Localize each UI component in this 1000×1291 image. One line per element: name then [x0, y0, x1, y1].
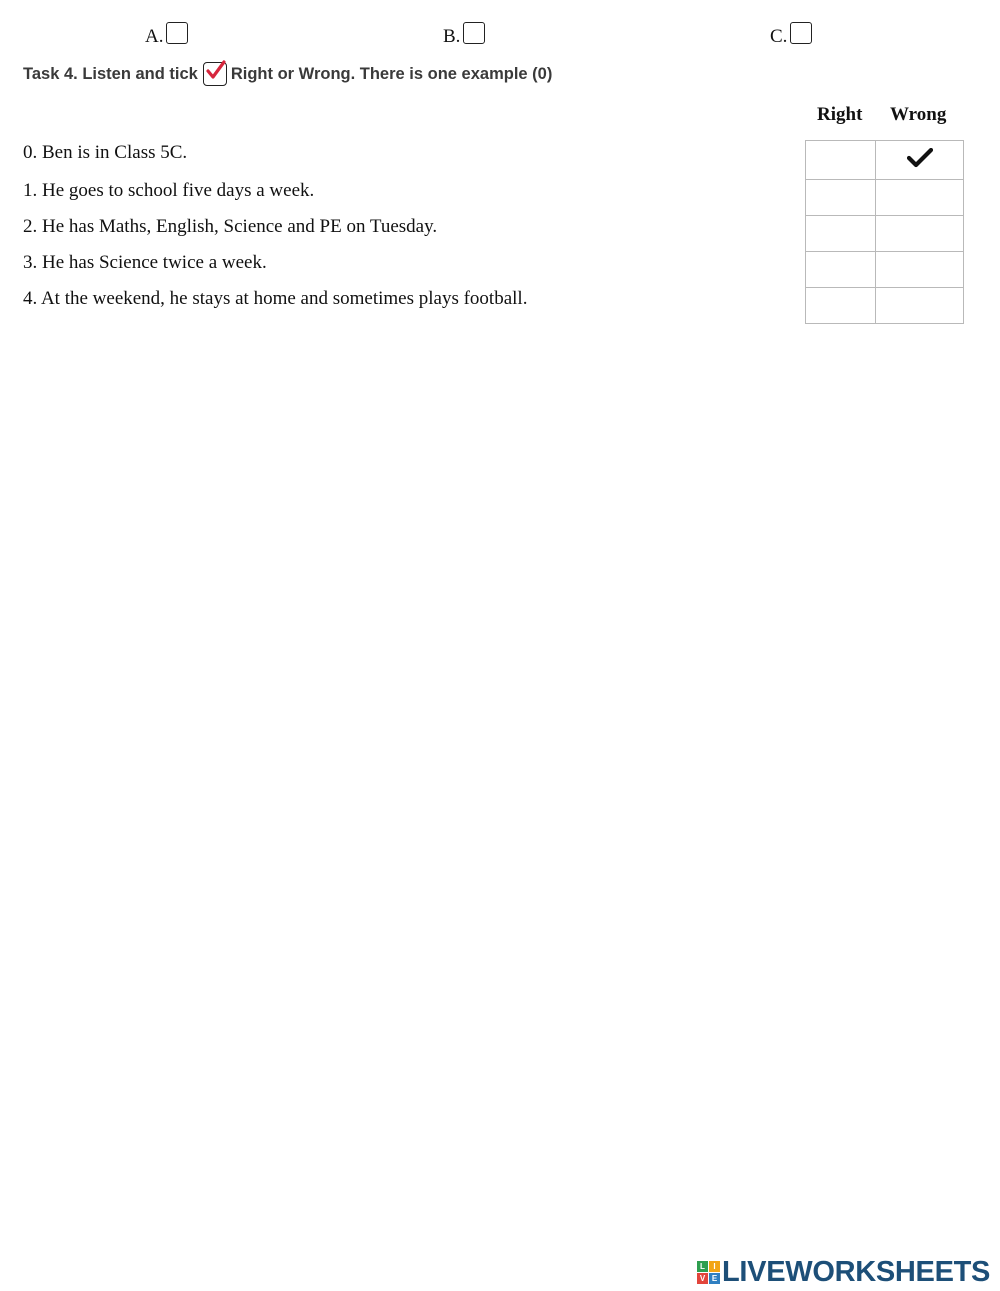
answer-cell-0-right[interactable] [806, 141, 876, 180]
option-b-checkbox[interactable] [463, 22, 485, 44]
statement-2: 2. He has Maths, English, Science and PE on Tuesday. [23, 216, 438, 237]
answer-cell-2-right[interactable] [806, 216, 876, 252]
answer-grid [805, 140, 964, 324]
logo-mark-icon [697, 1261, 720, 1284]
answer-cell-4-wrong[interactable] [876, 288, 964, 324]
column-header-wrong: Wrong [890, 104, 947, 125]
answer-cell-1-wrong[interactable] [876, 180, 964, 216]
logo-letter: E [709, 1273, 720, 1284]
answer-row [806, 180, 964, 216]
answer-row [806, 288, 964, 324]
option-b-label: B. [443, 26, 461, 47]
checkmark-icon [907, 148, 933, 168]
statement-0: 0. Ben is in Class 5C. [23, 142, 188, 163]
statement-3: 3. He has Science twice a week. [23, 252, 267, 273]
option-b [443, 22, 485, 48]
logo-letter: L [697, 1261, 708, 1272]
task-title-start: Task 4. Listen and tick [23, 64, 198, 83]
column-header-right: Right [817, 104, 863, 125]
option-c [770, 22, 812, 48]
tick-example-icon [203, 62, 227, 86]
liveworksheets-logo [697, 1256, 990, 1289]
answer-cell-3-wrong[interactable] [876, 252, 964, 288]
answer-cell-2-wrong[interactable] [876, 216, 964, 252]
answer-row [806, 252, 964, 288]
option-a-label: A. [145, 26, 164, 47]
task-title [23, 62, 552, 86]
answer-cell-0-wrong[interactable] [876, 141, 964, 180]
option-c-label: C. [770, 26, 788, 47]
answer-row [806, 216, 964, 252]
logo-letter: V [697, 1273, 708, 1284]
task-title-end: Right or Wrong. There is one example (0) [230, 64, 553, 83]
statement-1: 1. He goes to school five days a week. [23, 180, 315, 201]
answer-cell-1-right[interactable] [806, 180, 876, 216]
answer-cell-4-right[interactable] [806, 288, 876, 324]
logo-text: LIVEWORKSHEETS [722, 1256, 991, 1288]
option-a-checkbox[interactable] [166, 22, 188, 44]
answer-row [806, 141, 964, 180]
option-a [145, 22, 188, 48]
option-c-checkbox[interactable] [790, 22, 812, 44]
statement-4: 4. At the weekend, he stays at home and sometimes plays football. [23, 288, 528, 309]
answer-cell-3-right[interactable] [806, 252, 876, 288]
logo-letter: I [709, 1261, 720, 1272]
